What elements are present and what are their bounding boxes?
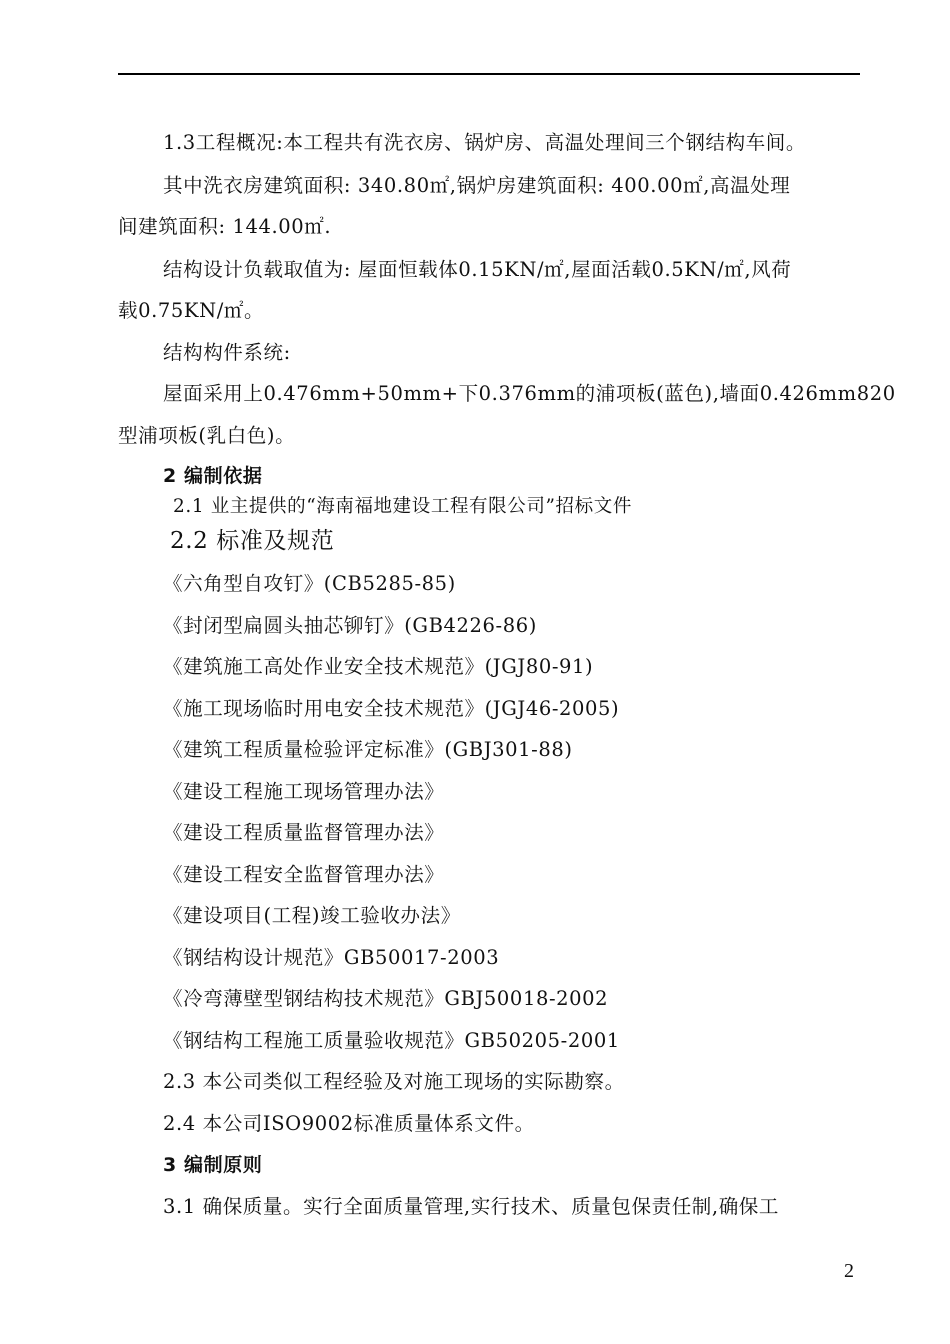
standard-item: 《六角型自攻钉》(CB5285-85): [163, 572, 456, 595]
standard-item: 《建设项目(工程)竣工验收办法》: [163, 904, 461, 927]
section-3-heading: 3 编制原则: [163, 1154, 263, 1176]
roof-line-2: 型浦项板(乳白色)。: [118, 424, 296, 447]
overview-line-3: 间建筑面积: 144.00㎡.: [118, 215, 332, 238]
overview-line-1: 1.3工程概况:本工程共有洗衣房、锅炉房、高温处理间三个钢结构车间。: [163, 131, 806, 154]
standard-item: 《封闭型扁圆头抽芯铆钉》(GB4226-86): [163, 614, 537, 637]
item-2-4: 2.4 本公司ISO9002标准质量体系文件。: [163, 1112, 535, 1135]
standard-item: 《建设工程质量监督管理办法》: [163, 821, 445, 844]
system-title: 结构构件系统:: [163, 341, 291, 364]
standard-item: 《钢结构设计规范》GB50017-2003: [163, 946, 500, 969]
standard-item: 《钢结构工程施工质量验收规范》GB50205-2001: [163, 1029, 620, 1052]
header-rule: [118, 73, 860, 75]
item-3-1: 3.1 确保质量。实行全面质量管理,实行技术、质量包保责任制,确保工: [163, 1195, 780, 1218]
item-2-3: 2.3 本公司类似工程经验及对施工现场的实际勘察。: [163, 1070, 625, 1093]
standard-item: 《建设工程施工现场管理办法》: [163, 780, 445, 803]
standard-item: 《建设工程安全监督管理办法》: [163, 863, 445, 886]
item-2-2: 2.2 标准及规范: [170, 528, 335, 554]
item-2-1: 2.1 业主提供的“海南福地建设工程有限公司”招标文件: [173, 496, 632, 517]
load-line-1: 结构设计负载取值为: 屋面恒载体0.15KN/㎡,屋面活载0.5KN/㎡,风荷: [163, 258, 792, 281]
standard-item: 《施工现场临时用电安全技术规范》(JGJ46-2005): [163, 697, 620, 720]
load-line-2: 载0.75KN/㎡。: [118, 299, 265, 322]
standard-item: 《冷弯薄壁型钢结构技术规范》GBJ50018-2002: [163, 987, 609, 1010]
standard-item: 《建筑施工高处作业安全技术规范》(JGJ80-91): [163, 655, 594, 678]
roof-line-1: 屋面采用上0.476mm+50mm+下0.376mm的浦项板(蓝色),墙面0.426mm820: [163, 382, 896, 405]
section-2-heading: 2 编制依据: [163, 465, 263, 487]
standard-item: 《建筑工程质量检验评定标准》(GBJ301-88): [163, 738, 573, 761]
overview-line-2: 其中洗衣房建筑面积: 340.80㎡,锅炉房建筑面积: 400.00㎡,高温处理: [163, 174, 791, 197]
page-number: 2: [844, 1260, 854, 1282]
